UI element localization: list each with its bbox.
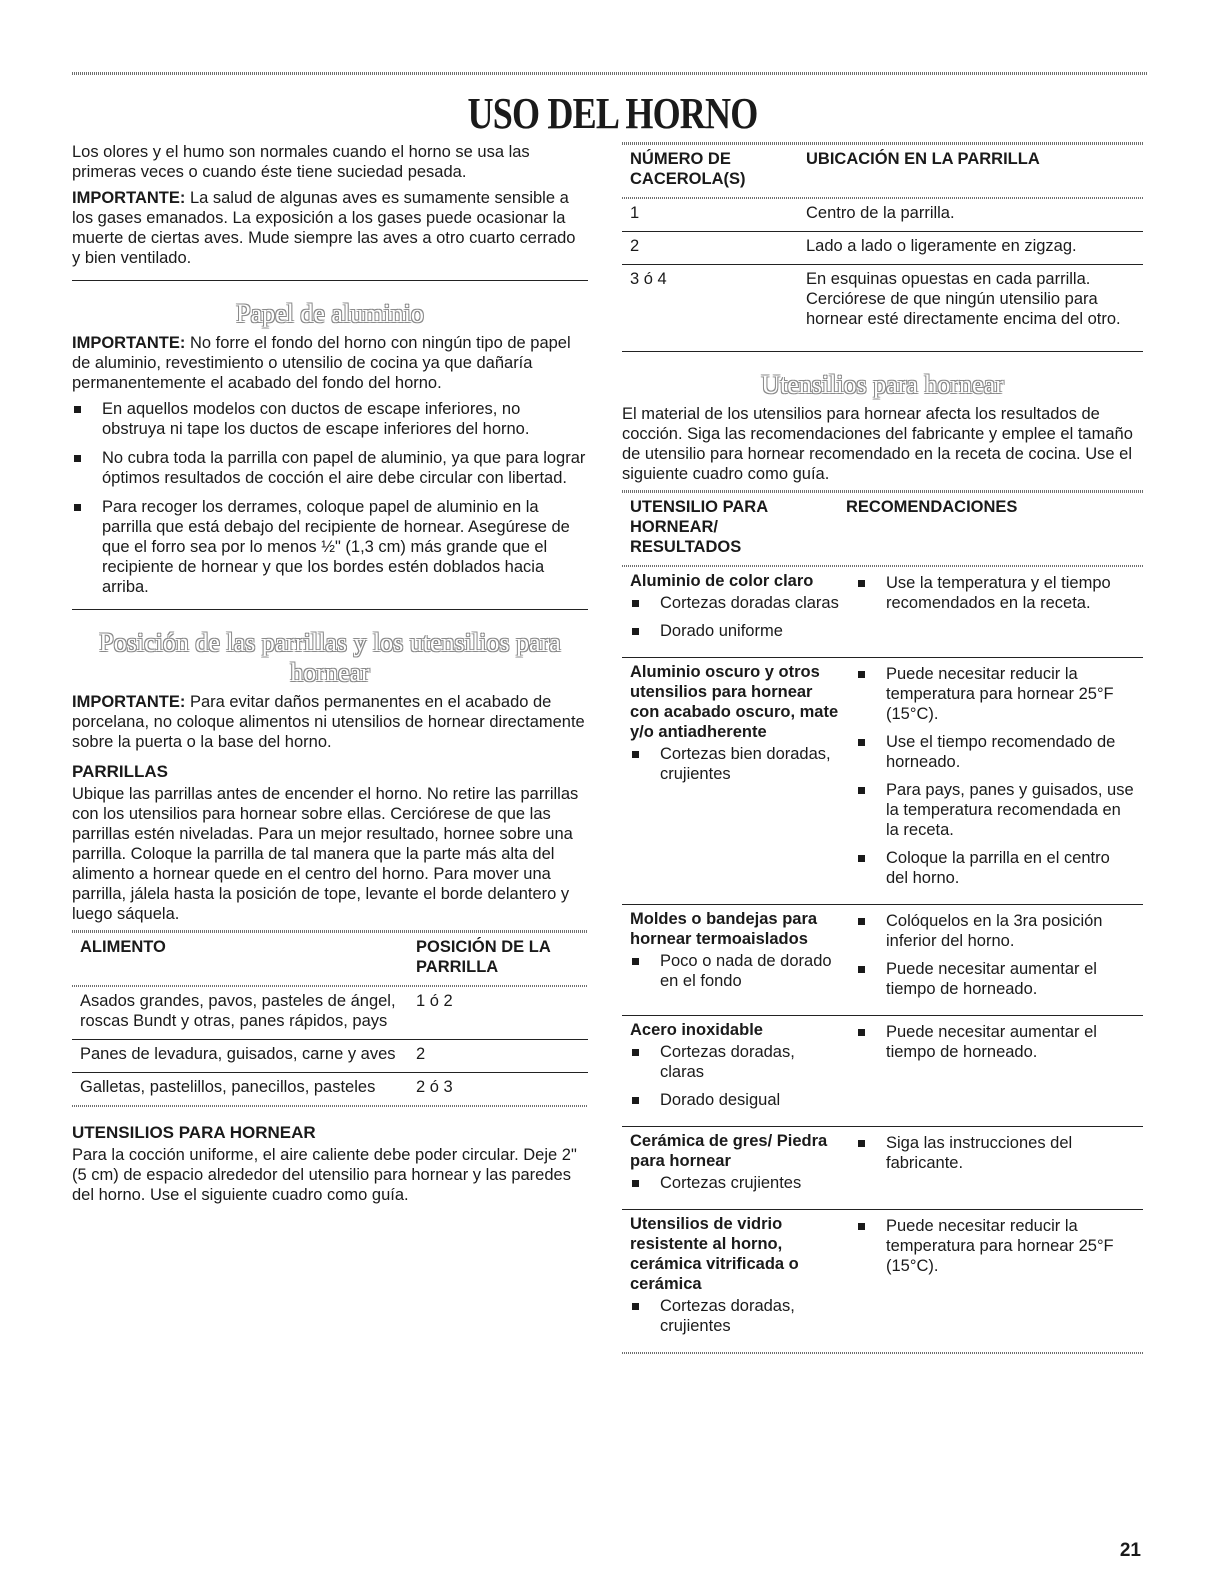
bakeware-name: Acero inoxidable [630, 1021, 763, 1039]
important-label: IMPORTANTE: [72, 334, 186, 352]
table-cell: Panes de levadura, guisados, carne y aves [72, 1040, 408, 1073]
list-item: Coloque la parrilla en el centro del horno. [856, 848, 1135, 888]
right-column [622, 142, 1143, 1354]
intro-important-paragraph [72, 188, 588, 268]
rack-position-section-heading: Posición de las parrillas y los utensilios para hornear [99, 628, 561, 687]
table-cell: 2 [408, 1040, 588, 1073]
list-item: No cubra toda la parrilla con papel de aluminio, ya que para lograr óptimos resultados de cocción el aire debe circular con libertad. [72, 448, 588, 488]
list-item: Poco o nada de dorado en el fondo [630, 951, 840, 991]
table-header-row [622, 493, 1143, 565]
list-item: Para recoger los derrames, coloque papel de aluminio en la parrilla que está debajo del recipiente de hornear. Asegúrese de que el forro sea por lo menos ½" (1,3 cm) más grande que el recipiente de hornear y que los bordes estén doblados hacia arriba. [72, 497, 588, 597]
pan-placement-table [622, 145, 1143, 197]
table-cell: 2 ó 3 [416, 1078, 453, 1096]
table-row [622, 232, 1143, 265]
table-cell [848, 567, 1143, 658]
section-divider [72, 609, 588, 610]
racks-subheading: PARRILLAS [72, 762, 169, 781]
recommendations-list [856, 1216, 1135, 1276]
table-cell [622, 658, 848, 905]
left-column [72, 142, 588, 1211]
top-hatch-rule [72, 72, 1147, 75]
table-cell: 1 [622, 199, 798, 232]
table-row [622, 658, 1143, 905]
table-row [622, 1016, 1143, 1127]
foil-important-paragraph [72, 333, 588, 393]
results-list [630, 1173, 840, 1193]
recommendations-list [856, 573, 1135, 613]
page-title: USO DEL HORNO [467, 89, 758, 138]
position-important-paragraph [72, 692, 588, 752]
column-header: UBICACIÓN EN LA PARRILLA [806, 150, 1040, 168]
table-cell: En esquinas opuestas en cada parrilla. Cerciórese de que ningún utensilio para hornear esté directamente encima del otro. [806, 270, 1121, 328]
table-cell [848, 905, 1143, 1016]
column-header: ALIMENTO [80, 938, 166, 956]
bakeware-name: Cerámica de gres/ Piedra para hornear [630, 1132, 828, 1170]
table-hatch-rule [72, 1105, 588, 1107]
section-divider [622, 351, 1143, 352]
foil-section-heading: Papel de aluminio [236, 299, 424, 328]
column-header: NÚMERO DE CACEROLA(S) [630, 150, 746, 188]
table-cell [622, 1016, 848, 1127]
foil-bullet-list [72, 399, 588, 597]
food-rack-table-body [72, 987, 588, 1105]
results-list [630, 593, 840, 641]
table-cell: Centro de la parrilla. [798, 199, 1143, 232]
list-item: Use la temperatura y el tiempo recomendados en la receta. [856, 573, 1135, 613]
list-item: Dorado desigual [630, 1090, 840, 1110]
table-cell [622, 1210, 848, 1353]
bakeware-table [622, 493, 1143, 565]
table-cell [848, 1016, 1143, 1127]
results-list [630, 1042, 840, 1110]
bakeware-name: Aluminio oscuro y otros utensilios para hornear con acabado oscuro, mate y/o antiadherente [630, 663, 839, 741]
table-cell [622, 905, 848, 1016]
table-row [622, 265, 1143, 338]
recommendations-list [856, 1022, 1135, 1062]
table-cell: Asados grandes, pavos, pasteles de ángel, roscas Bundt y otras, panes rápidos, pays [72, 987, 408, 1040]
results-list [630, 951, 840, 991]
list-item: Dorado uniforme [630, 621, 840, 641]
list-item: Colóquelos en la 3ra posición inferior del horno. [856, 911, 1135, 951]
table-row [622, 567, 1143, 658]
table-cell [848, 1210, 1143, 1353]
table-row [622, 1210, 1143, 1353]
table-cell: Lado a lado o ligeramente en zigzag. [798, 232, 1143, 265]
table-row [622, 199, 1143, 232]
list-item: Puede necesitar reducir la temperatura para hornear 25°F (15°C). [856, 664, 1135, 724]
list-item: Use el tiempo recomendado de horneado. [856, 732, 1135, 772]
bakeware-section-heading: Utensilios para hornear [761, 370, 1004, 399]
racks-paragraph: Ubique las parrillas antes de encender el horno. No retire las parrillas con los utensilios para hornear sobre ellas. Cerciórese de que las parrillas estén niveladas. Para un mejor resultado, hornee sobre una parrilla. Coloque la parrilla de tal manera que la parte más alta del alimento a hornear quede en el centro del horno. Para mover una parrilla, jálela hasta la posición de tope, levante el borde delantero y luego sáquela. [72, 785, 579, 923]
list-item: Cortezas bien doradas, crujientes [630, 744, 840, 784]
table-cell: 1 ó 2 [408, 987, 588, 1040]
table-cell: 2 [622, 232, 798, 265]
intro-paragraph: Los olores y el humo son normales cuando el horno se usa las primeras veces o cuando éste tiene suciedad pesada. [72, 143, 530, 181]
table-row [72, 987, 588, 1040]
utensils-paragraph: Para la cocción uniforme, el aire caliente debe poder circular. Deje 2" (5 cm) de espacio alrededor del utensilio para hornear y las paredes del horno. Use el siguiente cuadro como guía. [72, 1146, 577, 1204]
bakeware-name: Aluminio de color claro [630, 572, 814, 590]
list-item: Puede necesitar aumentar el tiempo de horneado. [856, 959, 1135, 999]
results-list [630, 1296, 840, 1336]
table-row [622, 1127, 1143, 1210]
important-text: No forre el fondo del horno con ningún tipo de papel de aluminio, revestimiento o utensilio de cocina ya que dañaría permanentemente el acabado del fondo del horno. [72, 334, 571, 392]
list-item: Cortezas doradas claras [630, 593, 840, 613]
bakeware-name: Moldes o bandejas para hornear termoaislados [630, 910, 818, 948]
recommendations-list [856, 664, 1135, 888]
table-cell [622, 1127, 848, 1210]
page-number: 21 [1119, 1540, 1141, 1561]
important-label: IMPORTANTE: [72, 693, 186, 711]
table-row [72, 1073, 588, 1106]
table-header-row [72, 933, 588, 985]
table-row [622, 905, 1143, 1016]
recommendations-list [856, 911, 1135, 999]
bakeware-name: Utensilios de vidrio resistente al horno, cerámica vitrificada o cerámica [630, 1215, 799, 1293]
list-item: Siga las instrucciones del fabricante. [856, 1133, 1135, 1173]
list-item: Cortezas doradas, crujientes [630, 1296, 840, 1336]
list-item: Puede necesitar aumentar el tiempo de horneado. [856, 1022, 1135, 1062]
utensils-subheading: UTENSILIOS PARA HORNEAR [72, 1123, 316, 1142]
table-cell [848, 658, 1143, 905]
list-item: Cortezas crujientes [630, 1173, 840, 1193]
table-cell [848, 1127, 1143, 1210]
bakeware-paragraph: El material de los utensilios para hornear afecta los resultados de cocción. Siga las recomendaciones del fabricante y emplee el tamaño de utensilio para hornear recomendado en la receta de cocina. Use el siguiente cuadro como guía. [622, 405, 1133, 483]
list-item: Para pays, panes y guisados, use la temperatura recomendada en la receta. [856, 780, 1135, 840]
table-hatch-rule [622, 1352, 1143, 1354]
list-item: Puede necesitar reducir la temperatura para hornear 25°F (15°C). [856, 1216, 1135, 1276]
list-item: En aquellos modelos con ductos de escape inferiores, no obstruya ni tape los ductos de escape inferiores del horno. [72, 399, 588, 439]
recommendations-list [856, 1133, 1135, 1173]
column-header: RECOMENDACIONES [846, 498, 1018, 516]
column-header [622, 493, 838, 565]
table-row [72, 1040, 588, 1073]
header-line: RESULTADOS [630, 538, 742, 556]
results-list [630, 744, 840, 784]
column-header: POSICIÓN DE LA PARRILLA [416, 938, 551, 976]
important-text: Para evitar daños permanentes en el acabado de porcelana, no coloque alimentos ni utensilios de hornear directamente sobre la puerta o la base del horno. [72, 693, 585, 751]
bakeware-table-body [622, 567, 1143, 1352]
header-line: UTENSILIO PARA HORNEAR/ [630, 498, 768, 536]
food-rack-table [72, 933, 588, 985]
section-divider [72, 280, 588, 281]
pan-placement-table-body [622, 199, 1143, 337]
important-text: La salud de algunas aves es sumamente sensible a los gases emanados. La exposición a los gases puede ocasionar la muerte de ciertas aves. Mude siempre las aves a otro cuarto cerrado y bien ventilado. [72, 189, 576, 267]
table-cell: Galletas, pastelillos, panecillos, pasteles [80, 1078, 376, 1096]
table-cell: 3 ó 4 [630, 270, 667, 288]
list-item: Cortezas doradas, claras [630, 1042, 840, 1082]
table-header-row [622, 145, 1143, 197]
important-label: IMPORTANTE: [72, 189, 186, 207]
table-cell [622, 567, 848, 658]
